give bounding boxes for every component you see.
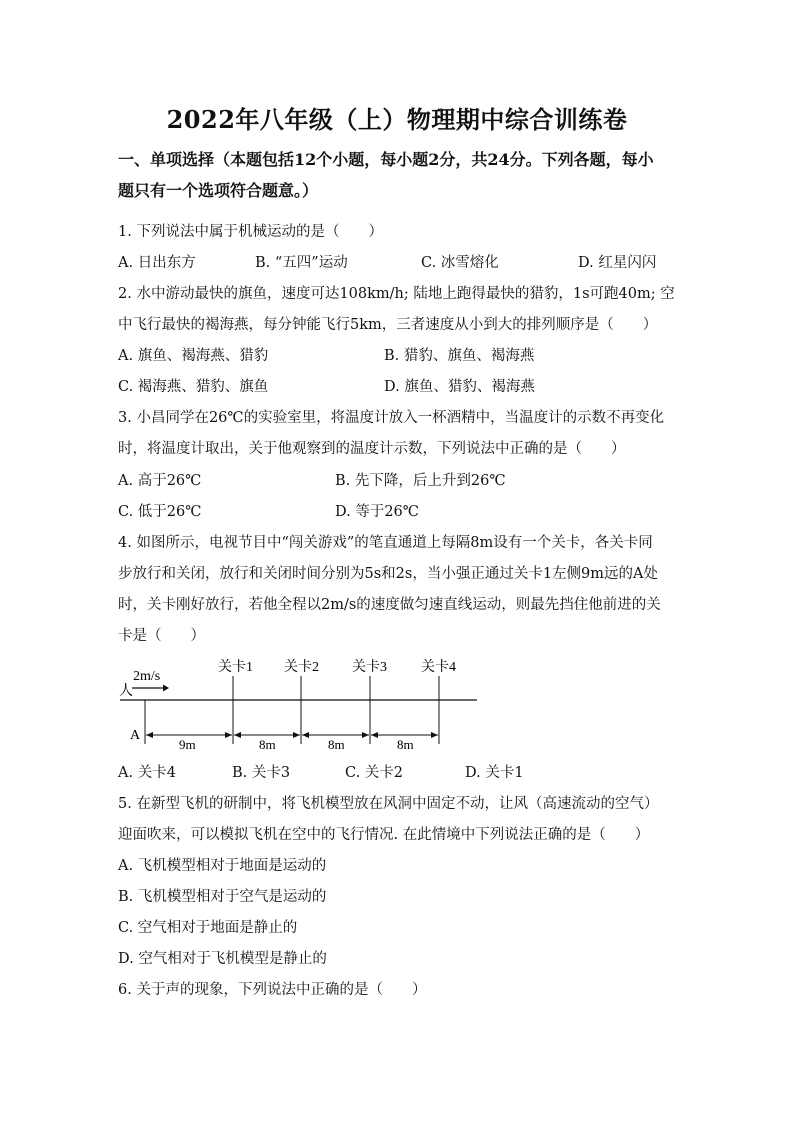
question-1-text: 1. 下列说法中属于机械运动的是（ ） [118,224,383,240]
q5-option-c: C. 空气相对于地面是静止的 [118,920,298,936]
q4-option-c: C. 关卡2 [345,765,404,781]
q4-option-d: D. 关卡1 [465,765,524,781]
gate-1-label: 关卡1 [218,660,253,675]
question-5-line-1: 5. 在新型飞机的研制中，将飞机模型放在风洞中固定不动，让风（高速流动的空气） [118,796,659,812]
section-heading-line-1: 一、单项选择（本题包括12个小题，每小题2分，共24分。下列各题，每小 [118,150,654,169]
q1-option-c: C. 冰雪熔化 [421,255,499,271]
gate-2-label: 关卡2 [284,660,319,675]
q3-option-a: A. 高于26℃ [118,473,202,489]
gate-3-label: 关卡3 [352,660,387,675]
q3-option-b: B. 先下降，后上升到26℃ [335,473,506,489]
question-4-line-4: 卡是（ ） [118,628,205,644]
q5-option-d: D. 空气相对于飞机模型是静止的 [118,951,327,967]
q2-option-a: A. 旗鱼、褐海燕、猎豹 [118,348,269,364]
question-4-line-2: 步放行和关闭，放行和关闭时间分别为5s和2s，当小强正通过关卡1左侧9m远的A处 [118,566,659,582]
q3-option-d: D. 等于26℃ [335,504,419,520]
gate-4-label: 关卡4 [421,660,456,675]
speed-label: 2m/s [133,669,161,684]
q4-option-b: B. 关卡3 [232,765,291,781]
point-a-label: A [130,728,141,743]
question-3-line-2: 时，将温度计取出，关于他观察到的温度计示数，下列说法中正确的是（ ） [118,441,626,457]
question-4-line-1: 4. 如图所示，电视节目中“闯关游戏”的笔直通道上每隔8m设有一个关卡，各关卡同 [118,535,653,551]
distance-label-1: 9m [179,737,196,752]
q3-option-c: C. 低于26℃ [118,504,202,520]
question-3-line-1: 3. 小昌同学在26℃的实验室里，将温度计放入一杯酒精中，当温度计的示数不再变化 [118,410,665,426]
person-label: 人 [119,684,133,699]
q5-option-a: A. 飞机模型相对于地面是运动的 [118,858,327,874]
q2-option-b: B. 猎豹、旗鱼、褐海燕 [384,348,535,364]
q2-option-c: C. 褐海燕、猎豹、旗鱼 [118,379,269,395]
q5-option-b: B. 飞机模型相对于空气是运动的 [118,889,327,905]
q2-option-d: D. 旗鱼、猎豹、褐海燕 [384,379,535,395]
q4-option-a: A. 关卡4 [118,765,176,781]
question-2-line-2: 中飞行最快的褐海燕，每分钟能飞行5km，三者速度从小到大的排列顺序是（ ） [118,317,658,333]
question-6-text: 6. 关于声的现象，下列说法中正确的是（ ） [118,982,427,998]
distance-label-2: 8m [259,737,276,752]
q1-option-d: D. 红星闪闪 [578,255,657,271]
question-4-line-3: 时，关卡刚好放行，若他全程以2m/s的速度做匀速直线运动，则最先挡住他前进的关 [118,597,661,613]
distance-label-3: 8m [328,737,345,752]
distance-label-4: 8m [397,737,414,752]
speed-arrow-head [163,685,169,692]
page-title: 2022年八年级（上）物理期中综合训练卷 [166,105,628,134]
question-5-line-2: 迎面吹来，可以模拟飞机在空中的飞行情况. 在此情境中下列说法正确的是（ ） [118,827,650,843]
gate-diagram [115,654,495,758]
q1-option-a: A. 日出东方 [118,255,196,271]
section-heading-line-2: 题只有一个选项符合题意。） [118,181,319,200]
question-2-line-1: 2. 水中游动最快的旗鱼，速度可达108km/h; 陆地上跑得最快的猎豹，1s可跑40m; 空 [118,286,675,302]
q1-option-b: B. “五四”运动 [255,255,348,271]
